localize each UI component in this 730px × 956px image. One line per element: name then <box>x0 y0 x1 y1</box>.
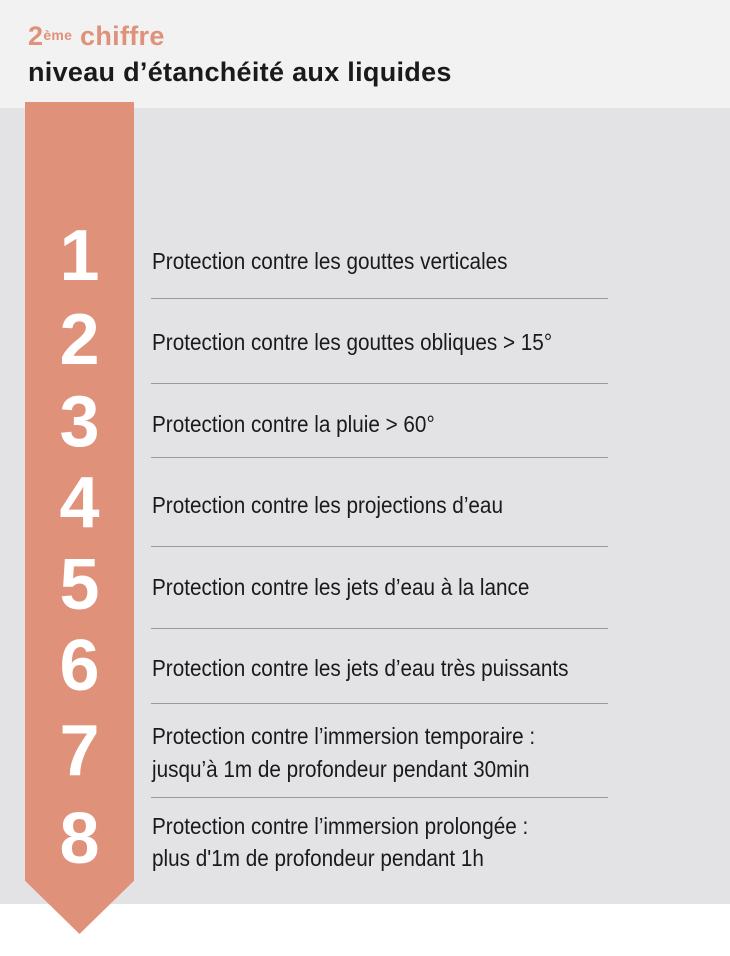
divider <box>151 383 608 384</box>
subtitle-superscript: ème <box>43 27 73 43</box>
level-description: Protection contre les jets d’eau très puissants <box>152 655 569 681</box>
level-description: Protection contre les projections d’eau <box>152 492 503 518</box>
level-description: Protection contre la pluie > 60° <box>152 411 435 437</box>
page-title: niveau d’étanchéité aux liquides <box>28 57 452 87</box>
level-description-detail: plus d'1m de profondeur pendant 1h <box>152 845 484 871</box>
header <box>0 0 730 108</box>
divider <box>151 797 608 798</box>
level-number: 8 <box>59 799 100 879</box>
divider <box>151 628 608 629</box>
subtitle-number: 2 <box>28 21 44 51</box>
divider <box>151 703 608 704</box>
level-description: Protection contre l’immersion temporaire : <box>152 723 536 749</box>
level-number: 1 <box>59 216 100 296</box>
level-number: 7 <box>59 711 100 791</box>
subtitle <box>28 18 165 54</box>
level-description: Protection contre les gouttes obliques > 15° <box>152 329 553 355</box>
level-number: 3 <box>59 382 100 462</box>
level-description: Protection contre les jets d’eau à la lance <box>152 574 530 600</box>
level-number: 4 <box>59 463 100 543</box>
divider <box>151 457 608 458</box>
divider <box>151 546 608 547</box>
level-description-detail: jusqu’à 1m de profondeur pendant 30min <box>152 756 530 782</box>
level-description: Protection contre l’immersion prolongée : <box>152 813 529 839</box>
level-number: 6 <box>59 626 100 706</box>
level-number: 5 <box>59 545 100 625</box>
divider <box>151 298 608 299</box>
subtitle-word: chiffre <box>72 21 165 51</box>
level-number: 2 <box>59 300 100 380</box>
level-description: Protection contre les gouttes verticales <box>152 248 508 274</box>
